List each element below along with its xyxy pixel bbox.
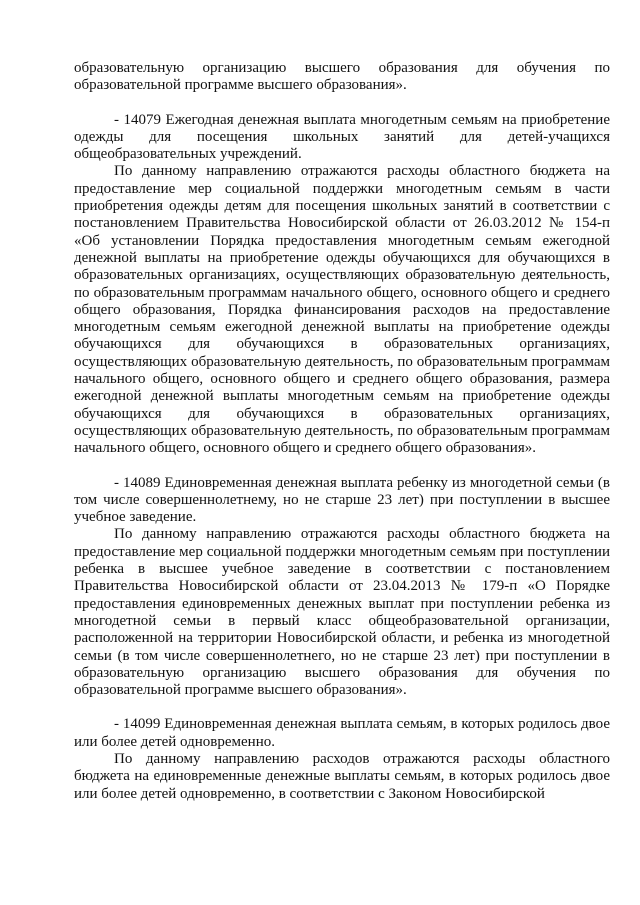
- paragraph-code-14079: - 14079 Ежегодная денежная выплата многодетным семьям на приобретение одежды для посещения школьных занятий для детей-учащихся общеобразовательных учреждений.: [74, 111, 610, 163]
- paragraph-gap: [74, 699, 610, 716]
- paragraph-description-14099: По данному направлению расходов отражаются расходы областного бюджета на единовременные денежные выплаты семьям, в которых родилось двое или более детей одновременно, в соответствии с Законом Новосибирской: [74, 750, 610, 802]
- paragraph-gap: [74, 95, 610, 112]
- paragraph-gap: [74, 458, 610, 475]
- paragraph-description-14079: По данному направлению отражаются расходы областного бюджета на предоставление мер социальной поддержки многодетным семьям в части приобретения одежды детям для посещения школьных занятий в соответствии с постановлением Правительства Новосибирской области от 26.03.2012 № 154-п «Об установлении Порядка предоставления многодетным семьям ежегодной денежной выплаты на приобретение одежды обучающихся для обучающихся в образовательных организациях, осуществляющих образовательную деятельность, по образовательным программам начального общего, основного общего и среднего общего образования, Порядка финансирования расходов на предоставление многодетным семьям ежегодной денежной выплаты на приобретение одежды обучающихся для обучающихся в образовательных организациях, осуществляющих образовательную деятельность, по образовательным программам начального общего, основного общего и среднего общего образования, размера ежегодной денежной выплаты многодетным семьям на приобретение одежды обучающихся для обучающихся в образовательных организациях, осуществляющих образовательную деятельность, по образовательным программам начального общего, основного общего и среднего общего образования».: [74, 163, 610, 457]
- paragraph-code-14099: - 14099 Единовременная денежная выплата семьям, в которых родилось двое или более детей одновременно.: [74, 716, 610, 750]
- paragraph-continuation: образовательную организацию высшего образования для обучения по образовательной программе высшего образования».: [74, 60, 610, 94]
- document-page: [74, 60, 610, 803]
- paragraph-code-14089: - 14089 Единовременная денежная выплата ребенку из многодетной семьи (в том числе совершеннолетнему, но не старше 23 лет) при поступлении в высшее учебное заведение.: [74, 474, 610, 526]
- paragraph-description-14089: По данному направлению отражаются расходы областного бюджета на предоставление мер социальной поддержки многодетным семьям при поступлении ребенка в высшее учебное заведение в соответствии с постановлением Правительства Новосибирской области от 23.04.2013 № 179-п «О Порядке предоставления единовременных денежных выплат при поступлении ребенка из многодетной семьи в первый класс общеобразовательной организации, расположенной на территории Новосибирской области, и ребенка из многодетной семьи (в том числе совершеннолетнего, но не старше 23 лет) при поступлении в образовательную организацию высшего образования для обучения по образовательной программе высшего образования».: [74, 526, 610, 699]
